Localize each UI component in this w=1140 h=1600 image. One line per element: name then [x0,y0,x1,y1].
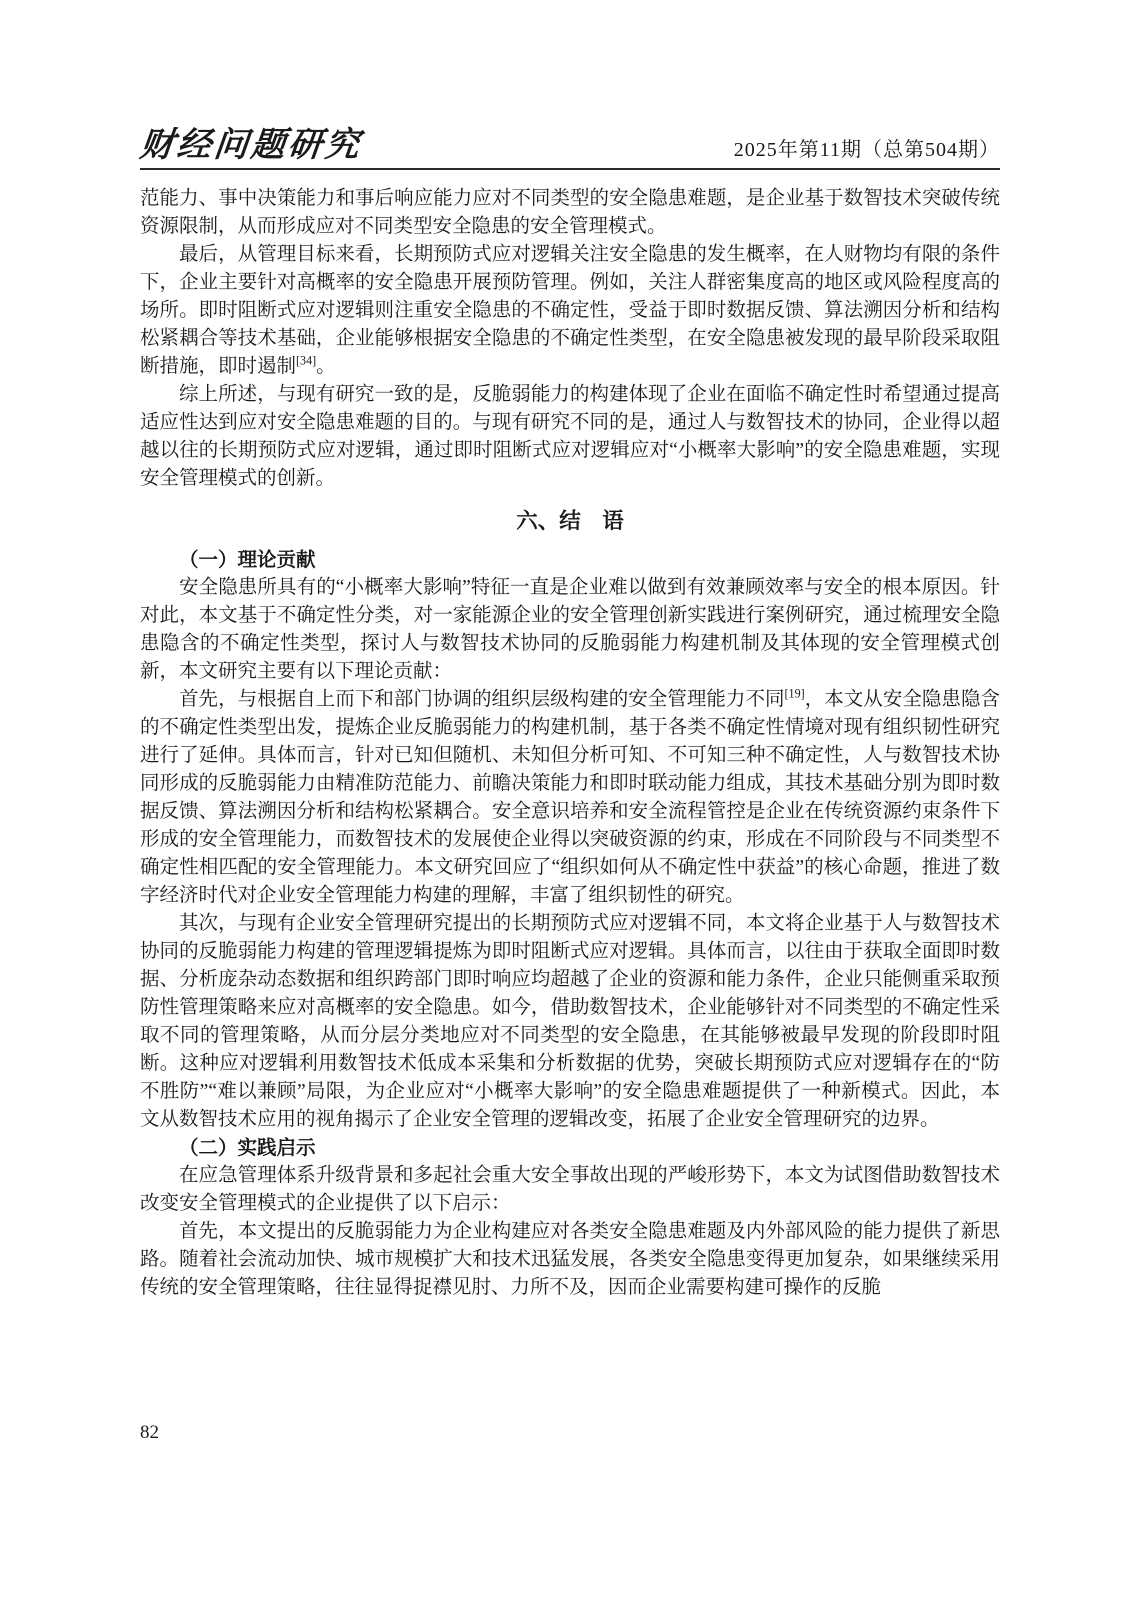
page-number: 82 [140,1422,159,1443]
document-body [140,185,1000,1302]
page-header [140,128,1000,170]
section-heading: 六、结 语 [516,509,624,533]
paragraph: 其次，与现有企业安全管理研究提出的长期预防式应对逻辑不同，本文将企业基于人与数智技术协同的反脆弱能力构建的管理逻辑提炼为即时阻断式应对逻辑。具体而言，以往由于获取全面即时数据、分析庞杂动态数据和组织跨部门即时响应均超越了企业的资源和能力条件，企业只能侧重采取预防性管理策略来应对高概率的安全隐患。如今，借助数智技术，企业能够针对不同类型的不确定性采取不同的管理策略，从而分层分类地应对不同类型的安全隐患，在其能够被最早发现的阶段即时阻断。这种应对逻辑利用数智技术低成本采集和分析数据的优势，突破长期预防式应对逻辑存在的“防不胜防”“难以兼顾”局限，为企业应对“小概率大影响”的安全隐患难题提供了一种新模式。因此，本文从数智技术应用的视角揭示了企业安全管理的逻辑改变，拓展了企业安全管理研究的边界。 [140,913,1000,1130]
paragraph: 首先，与根据自上而下和部门协调的组织层级构建的安全管理能力不同[19]，本文从安全隐患隐含的不确定性类型出发，提炼企业反脆弱能力的构建机制，基于各类不确定性情境对现有组织韧性研究进行了延伸。具体而言，针对已知但随机、未知但分析可知、不可知三种不确定性，人与数智技术协同形成的反脆弱能力由精准防范能力、前瞻决策能力和即时联动能力组成，其技术基础分别为即时数据反馈、算法溯因分析和结构松紧耦合。安全意识培养和安全流程管控是企业在传统资源约束条件下形成的安全管理能力，而数智技术的发展使企业得以突破资源的约束，形成在不同阶段与不同类型不确定性相匹配的安全管理能力。本文研究回应了“组织如何从不确定性中获益”的核心命题，推进了数字经济时代对企业安全管理能力构建的理解，丰富了组织韧性的研究。 [140,686,1000,906]
page-content [140,0,1000,1302]
paragraph: 范能力、事中决策能力和事后响应能力应对不同类型的安全隐患难题，是企业基于数智技术突破传统资源限制，从而形成应对不同类型安全隐患的安全管理模式。 [140,188,1000,237]
paragraph: 综上所述，与现有研究一致的是，反脆弱能力的构建体现了企业在面临不确定性时希望通过提高适应性达到应对安全隐患难题的目的。与现有研究不同的是，通过人与数智技术的协同，企业得以超越以往的长期预防式应对逻辑，通过即时阻断式应对逻辑应对“小概率大影响”的安全隐患难题，实现安全管理模式的创新。 [140,384,1000,489]
citation-ref: [34] [296,353,317,368]
journal-logo: 财经问题研究 [138,126,364,164]
citation-ref: [19] [784,686,805,701]
subsection-heading: （二）实践启示 [179,1137,316,1159]
paragraph: 安全隐患所具有的“小概率大影响”特征一直是企业难以做到有效兼顾效率与安全的根本原因。针对此，本文基于不确定性分类，对一家能源企业的安全管理创新实践进行案例研究，通过梳理安全隐患隐含的不确定性类型，探讨人与数智技术协同的反脆弱能力构建机制及其体现的安全管理模式创新，本文研究主要有以下理论贡献： [140,577,1000,682]
paragraph: 在应急管理体系升级背景和多起社会重大安全事故出现的严峻形势下，本文为试图借助数智技术改变安全管理模式的企业提供了以下启示： [140,1165,1000,1214]
paragraph: 最后，从管理目标来看，长期预防式应对逻辑关注安全隐患的发生概率，在人财物均有限的条件下，企业主要针对高概率的安全隐患开展预防管理。例如，关注人群密集度高的地区或风险程度高的场所。即时阻断式应对逻辑则注重安全隐患的不确定性，受益于即时数据反馈、算法溯因分析和结构松紧耦合等技术基础，企业能够根据安全隐患的不确定性类型，在安全隐患被发现的最早阶段采取阻断措施，即时遏制[34]。 [140,244,1000,377]
subsection-heading: （一）理论贡献 [179,549,316,571]
paragraph: 首先，本文提出的反脆弱能力为企业构建应对各类安全隐患难题及内外部风险的能力提供了新思路。随着社会流动加快、城市规模扩大和技术迅猛发展，各类安全隐患变得更加复杂，如果继续采用传统的安全管理策略，往往显得捉襟见肘、力所不及，因而企业需要构建可操作的反脆 [140,1221,1000,1298]
issue-info: 2025年第11期（总第504期） [733,139,1000,161]
